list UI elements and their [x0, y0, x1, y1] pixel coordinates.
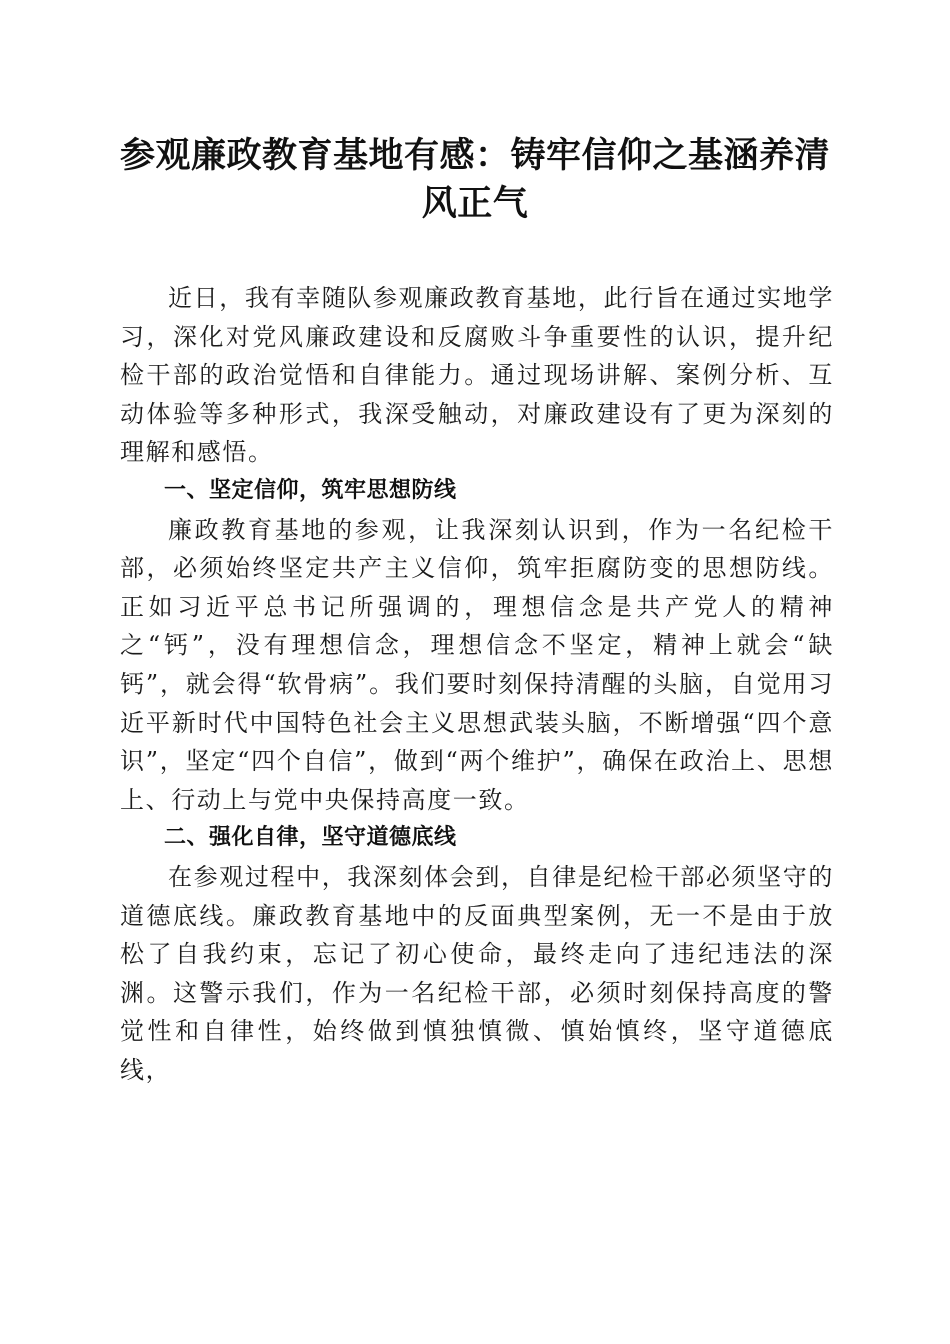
- paragraph-section-1: 廉政教育基地的参观，让我深刻认识到，作为一名纪检干部，必须始终坚定共产主义信仰，筑牢拒腐防变的思想防线。正如习近平总书记所强调的，理想信念是共产党人的精神之“钙”，没有理想信念，理想信念不坚定，精神上就会“缺钙”，就会得“软骨病”。我们要时刻保持清醒的头脑，自觉用习近平新时代中国特色社会主义思想武装头脑，不断增强“四个意识”，坚定“四个自信”，做到“两个维护”，确保在政治上、思想上、行动上与党中央保持高度一致。: [120, 515, 834, 814]
- paragraph-section-2: 在参观过程中，我深刻体会到，自律是纪检干部必须坚守的道德底线。廉政教育基地中的反面典型案例，无一不是由于放松了自我约束，忘记了初心使命，最终走向了违纪违法的深渊。这警示我们，作为一名纪检干部，必须时刻保持高度的警觉性和自律性，始终做到慎独慎微、慎始慎终，坚守道德底线，: [120, 862, 834, 1084]
- section-heading-1: 一、坚定信仰，筑牢思想防线: [164, 477, 457, 503]
- document-title: 参观廉政教育基地有感：铸牢信仰之基涵养清风正气: [119, 135, 830, 224]
- paragraph-intro: 近日，我有幸随队参观廉政教育基地，此行旨在通过实地学习，深化对党风廉政建设和反腐败斗争重要性的认识，提升纪检干部的政治觉悟和自律能力。通过现场讲解、案例分析、互动体验等多种形式，我深受触动，对廉政建设有了更为深刻的理解和感悟。: [120, 284, 834, 467]
- document-body: [120, 279, 834, 1089]
- section-heading-2: 二、强化自律，坚守道德底线: [164, 825, 457, 851]
